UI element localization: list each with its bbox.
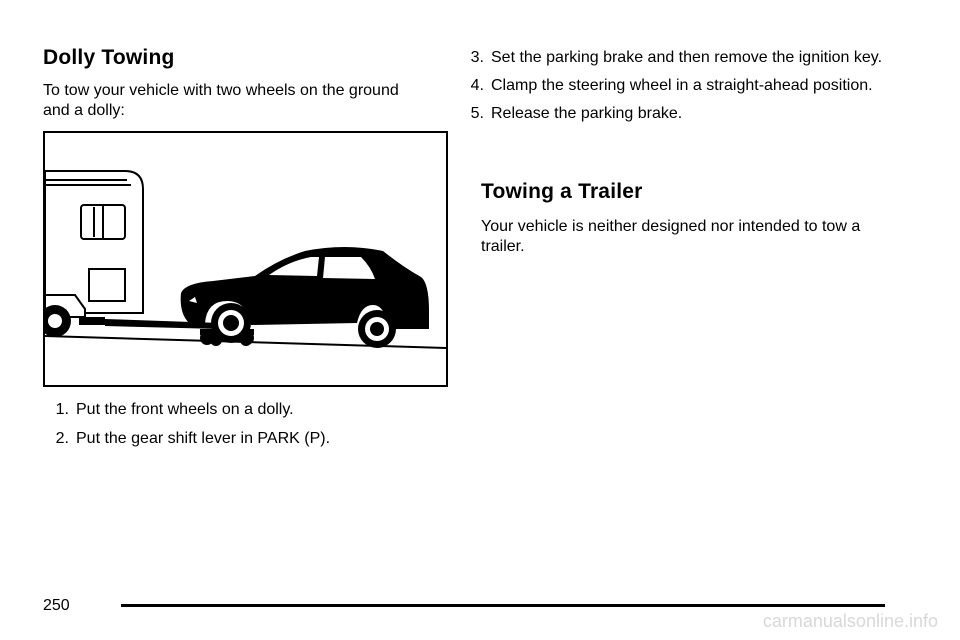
- list-item: 3. Set the parking brake and then remove the ignition key.: [470, 49, 883, 66]
- dolly-towing-illustration: [43, 131, 448, 387]
- dolly-steps-continued: [458, 48, 898, 132]
- list-item: 2. Put the gear shift lever in PARK (P).: [55, 430, 331, 447]
- list-item: 1. Put the front wheels on a dolly.: [55, 401, 294, 418]
- towing-trailer-paragraph: Your vehicle is neither designed nor intended to tow a trailer.: [481, 218, 861, 255]
- tow-truck: [45, 171, 143, 317]
- page-number: 250: [43, 597, 70, 614]
- section-heading-towing-trailer: Towing a Trailer: [481, 180, 643, 203]
- list-item: 5. Release the parking brake.: [470, 105, 683, 122]
- dolly-steps-list: [43, 400, 443, 458]
- list-item: 4. Clamp the steering wheel in a straight-ahead position.: [470, 77, 873, 94]
- dolly-towing-intro: To tow your vehicle with two wheels on the ground and a dolly:: [43, 82, 399, 119]
- watermark-text: carmanualsonline.info: [762, 611, 938, 631]
- footer-rule: [121, 604, 885, 607]
- section-heading-dolly-towing: Dolly Towing: [43, 46, 175, 69]
